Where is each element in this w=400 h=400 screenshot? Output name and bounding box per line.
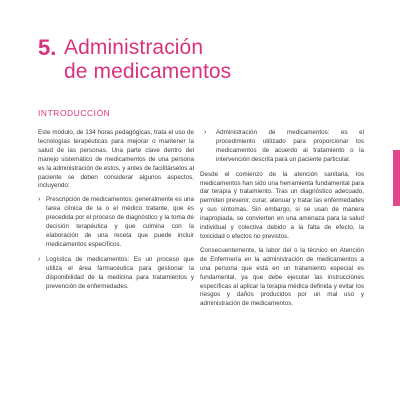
chapter-title-text [64, 36, 231, 84]
bullet-prescripcion: › Prescripción de medicamentos: generalmente es una tarea clínica de la o el médico tratante, que es precedida por el proceso de diagnóstico y la toma de decisión terapéutica y que culmina con la elaboración de una receta que puede incluir medicamentos específicos. [38, 196, 194, 249]
chapter-title-line-2: de medicamentos [64, 60, 232, 83]
chapter-title-line-1: Administración [64, 36, 204, 59]
intro-paragraph: Este módulo, de 134 horas pedagógicas, trata el uso de tecnologías terapéuticas para mejorar o mantener la salud de las personas. Una parte clave dentro del manejo sistemático de medicamentos de una persona es la administración de estos, y antes de facilitárselos al paciente se deben considerar algunos aspectos, incluyendo: [38, 129, 194, 190]
chapter-number: 5. [38, 35, 57, 60]
right-bullet-list [200, 129, 364, 165]
bullet-logistica: › Logística de medicamentos: Es un proceso que utiliza el área farmacéutica para gestionar la disponibilidad de la medicina para tratamientos y prevención de enfermedades. [38, 256, 194, 292]
side-tab-marker [393, 150, 400, 206]
paragraph-atencion-sanitaria: Desde el comienzo de la atención sanitaria, los medicamentos han sido una herramienta fundamental para dar terapia y tratamiento. Tras un diagnóstico adecuado, permiten prevenir, curar, atenuar y tratar las enfermedades y sus síntomas. Sin embargo, si se usan de manera inapropiada, se convierten en una amenaza para la salud individual y colectiva debido a la falta de efecto, la toxicidad o efectos no previstos. [200, 170, 364, 240]
bullet-administracion: › Administración de medicamentos: es el procedimiento utilizado para proporcionar los medicamentos de acuerdo al tratamiento o la intervención descrita para un paciente particular. [200, 129, 364, 165]
left-bullet-list [38, 196, 194, 291]
paragraph-consecuentemente: Consecuentemente, la labor del o la técnico en Atención de Enfermería en la administración de medicamentos a una persona que está en un tratamiento especial es fundamental, ya que debe ejecutar las instrucciones específicas al aplicar la terapia médica definida y evitar los riesgos y daños producidos por un mal uso y administración de medicamentos. [200, 246, 364, 308]
chapter-title [38, 36, 231, 84]
right-column [200, 129, 364, 314]
section-heading: INTRODUCCIÓN [38, 108, 111, 118]
left-column [38, 129, 194, 297]
